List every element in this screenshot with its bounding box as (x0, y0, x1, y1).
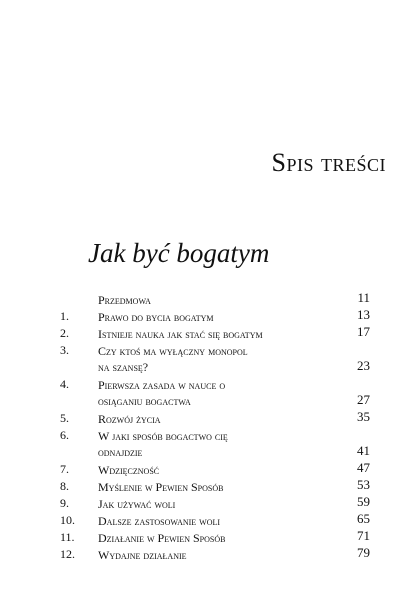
chapter-title (98, 479, 330, 495)
chapter-title-line: odnajdzie (98, 445, 143, 459)
toc-entry (60, 460, 370, 477)
chapter-title-line: Rozwój życia (98, 412, 161, 426)
page-number: 23 (357, 358, 370, 373)
toc-entry (60, 426, 370, 460)
chapter-number: 5. (60, 411, 69, 425)
chapter-number: 10. (60, 513, 75, 527)
page-number: 41 (357, 443, 370, 458)
chapter-number: 8. (60, 479, 69, 493)
chapter-number: 1. (60, 309, 69, 323)
chapter-title (98, 343, 330, 375)
chapter-title-line: osiąganiu bogactwa (98, 394, 191, 408)
book-title: Jak być bogatym (88, 238, 270, 268)
page-number: 13 (357, 307, 370, 322)
chapter-number: 6. (60, 428, 69, 442)
page-number: 59 (357, 494, 370, 509)
toc-entry (60, 494, 370, 511)
chapter-title-line: W jaki sposób bogactwo cię (98, 429, 228, 443)
chapter-number: 2. (60, 326, 69, 340)
chapter-title (98, 462, 330, 478)
chapter-title-line: Myślenie w Pewien Sposób (98, 480, 224, 494)
chapter-title (98, 496, 330, 512)
chapter-number: 4. (60, 377, 69, 391)
chapter-title (98, 326, 330, 342)
page-number: 79 (357, 545, 370, 560)
chapter-number: 11. (60, 530, 75, 544)
chapter-number: 9. (60, 496, 69, 510)
chapter-title (98, 411, 330, 427)
chapter-title-line: Przedmowa (98, 293, 151, 307)
toc-entry (60, 511, 370, 528)
contents-heading: Spis treści (271, 148, 386, 177)
toc-entry (60, 307, 370, 324)
toc-entry (60, 545, 370, 562)
table-of-contents (60, 290, 370, 562)
page-number: 65 (357, 511, 370, 526)
toc-entry (60, 409, 370, 426)
page-number: 53 (357, 477, 370, 492)
chapter-title (98, 377, 330, 409)
chapter-title-line: Działanie w Pewien Sposób (98, 531, 226, 545)
chapter-number: 12. (60, 547, 75, 561)
page-number: 27 (357, 392, 370, 407)
chapter-number: 7. (60, 462, 69, 476)
toc-entry (60, 375, 370, 409)
chapter-title-line: Jak używać woli (98, 497, 176, 511)
chapter-title-line: Pierwsza zasada w nauce o (98, 378, 226, 392)
toc-entry (60, 290, 370, 307)
chapter-title-line: na szansę? (98, 360, 149, 374)
page-number: 35 (357, 409, 370, 424)
chapter-title-line: Wydajne działanie (98, 548, 187, 562)
toc-entry (60, 324, 370, 341)
page-number: 47 (357, 460, 370, 475)
chapter-title-line: Istnieje nauka jak stać się bogatym (98, 327, 263, 341)
chapter-title-line: Wdzięczność (98, 463, 160, 477)
chapter-title (98, 428, 330, 460)
chapter-title (98, 547, 330, 563)
toc-entry (60, 341, 370, 375)
chapter-number: 3. (60, 343, 69, 357)
chapter-title-line: Czy ktoś ma wyłączny monopol (98, 344, 248, 358)
chapter-title (98, 513, 330, 529)
toc-entry (60, 528, 370, 545)
page-number: 11 (357, 290, 370, 305)
page-number: 71 (357, 528, 370, 543)
chapter-title (98, 292, 330, 308)
toc-entry (60, 477, 370, 494)
chapter-title-line: Dalsze zastosowanie woli (98, 514, 221, 528)
chapter-title (98, 530, 330, 546)
chapter-title (98, 309, 330, 325)
page-number: 17 (357, 324, 370, 339)
chapter-title-line: Prawo do bycia bogatym (98, 310, 214, 324)
